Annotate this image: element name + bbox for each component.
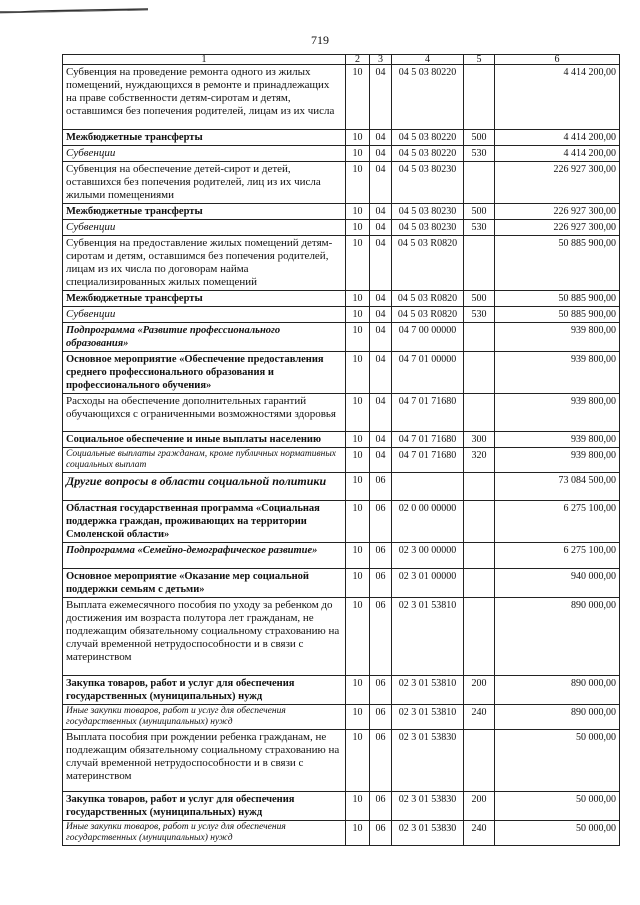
- row-section-cell: 10: [346, 432, 370, 448]
- row-subsection-cell: 04: [370, 204, 392, 220]
- row-expense-type-cell: [464, 323, 495, 352]
- row-expense-type-cell: [464, 569, 495, 598]
- row-target-code-cell: 04 5 03 80220: [392, 146, 464, 162]
- row-section-cell: 10: [346, 473, 370, 501]
- row-section-cell: 10: [346, 821, 370, 846]
- row-target-code-cell: 04 5 03 80230: [392, 220, 464, 236]
- row-subsection-cell: 06: [370, 598, 392, 676]
- row-expense-type-cell: [464, 598, 495, 676]
- row-subsection-cell: 04: [370, 394, 392, 432]
- row-name-cell: Субвенции: [63, 220, 346, 236]
- row-target-code-cell: 04 7 01 71680: [392, 394, 464, 432]
- table-row: [63, 821, 620, 846]
- row-amount-cell: 50 885 900,00: [495, 236, 620, 291]
- table-row: [63, 220, 620, 236]
- row-section-cell: 10: [346, 569, 370, 598]
- table-row: [63, 352, 620, 394]
- row-amount-cell: 939 800,00: [495, 394, 620, 432]
- row-name-cell: Иные закупки товаров, работ и услуг для обеспечения государственных (муниципальных) нужд: [63, 705, 346, 730]
- row-target-code-cell: 02 3 01 00000: [392, 569, 464, 598]
- table-row: [63, 448, 620, 473]
- row-amount-cell: 890 000,00: [495, 598, 620, 676]
- row-section-cell: 10: [346, 598, 370, 676]
- row-subsection-cell: 04: [370, 65, 392, 130]
- row-amount-cell: 226 927 300,00: [495, 162, 620, 204]
- row-expense-type-cell: [464, 473, 495, 501]
- row-amount-cell: 6 275 100,00: [495, 543, 620, 569]
- row-subsection-cell: 06: [370, 821, 392, 846]
- row-expense-type-cell: 300: [464, 432, 495, 448]
- row-amount-cell: 4 414 200,00: [495, 65, 620, 130]
- row-target-code-cell: [392, 473, 464, 501]
- row-target-code-cell: 04 7 01 71680: [392, 432, 464, 448]
- row-subsection-cell: 06: [370, 792, 392, 821]
- row-name-cell: Межбюджетные трансферты: [63, 204, 346, 220]
- row-amount-cell: 940 000,00: [495, 569, 620, 598]
- row-expense-type-cell: [464, 236, 495, 291]
- row-name-cell: Основное мероприятие «Оказание мер социальной поддержки семьям с детьми»: [63, 569, 346, 598]
- row-expense-type-cell: 500: [464, 130, 495, 146]
- row-amount-cell: 890 000,00: [495, 705, 620, 730]
- table-row: [63, 291, 620, 307]
- row-subsection-cell: 04: [370, 307, 392, 323]
- row-name-cell: Закупка товаров, работ и услуг для обеспечения государственных (муниципальных) нужд: [63, 676, 346, 705]
- table-row: [63, 792, 620, 821]
- row-section-cell: 10: [346, 730, 370, 792]
- row-name-cell: Закупка товаров, работ и услуг для обеспечения государственных (муниципальных) нужд: [63, 792, 346, 821]
- row-target-code-cell: 04 5 03 R0820: [392, 291, 464, 307]
- row-expense-type-cell: 500: [464, 204, 495, 220]
- table-row: [63, 676, 620, 705]
- row-name-cell: Субвенция на предоставление жилых помещений детям-сиротам и детям, оставшимся без попечения родителей, лицам из их числа по договорам найма специализированных жилых помещений: [63, 236, 346, 291]
- row-expense-type-cell: [464, 162, 495, 204]
- row-target-code-cell: 04 7 01 00000: [392, 352, 464, 394]
- row-section-cell: 10: [346, 394, 370, 432]
- row-amount-cell: 890 000,00: [495, 676, 620, 705]
- header-col-1: 1: [63, 55, 346, 65]
- row-subsection-cell: 04: [370, 162, 392, 204]
- row-target-code-cell: 04 5 03 R0820: [392, 236, 464, 291]
- row-name-cell: Расходы на обеспечение дополнительных гарантий обучающихся с ограниченными возможностями здоровья: [63, 394, 346, 432]
- row-subsection-cell: 04: [370, 130, 392, 146]
- table-row: [63, 730, 620, 792]
- row-subsection-cell: 06: [370, 473, 392, 501]
- table-header-row: [63, 55, 620, 65]
- row-name-cell: Субвенции: [63, 146, 346, 162]
- row-subsection-cell: 06: [370, 569, 392, 598]
- row-subsection-cell: 04: [370, 432, 392, 448]
- row-section-cell: 10: [346, 291, 370, 307]
- budget-table: [62, 54, 620, 846]
- table-row: [63, 569, 620, 598]
- table-row: [63, 130, 620, 146]
- row-subsection-cell: 04: [370, 236, 392, 291]
- row-amount-cell: 4 414 200,00: [495, 130, 620, 146]
- row-expense-type-cell: 500: [464, 291, 495, 307]
- row-subsection-cell: 06: [370, 501, 392, 543]
- table-row: [63, 65, 620, 130]
- table-row: [63, 705, 620, 730]
- row-name-cell: Субвенция на проведение ремонта одного из жилых помещений, нуждающихся в ремонте и принадлежащих на праве собственности детям-сиротам и детям, оставшимся без попечения родителей, лицам из их числа: [63, 65, 346, 130]
- row-section-cell: 10: [346, 204, 370, 220]
- row-name-cell: Подпрограмма «Развитие профессионального образования»: [63, 323, 346, 352]
- row-subsection-cell: 06: [370, 730, 392, 792]
- row-amount-cell: 6 275 100,00: [495, 501, 620, 543]
- row-target-code-cell: 04 7 01 71680: [392, 448, 464, 473]
- row-subsection-cell: 04: [370, 352, 392, 394]
- row-name-cell: Межбюджетные трансферты: [63, 291, 346, 307]
- row-target-code-cell: 04 5 03 R0820: [392, 307, 464, 323]
- scan-corner-mark: [0, 0, 150, 14]
- table-row: [63, 394, 620, 432]
- row-name-cell: Выплата ежемесячного пособия по уходу за ребенком до достижения им возраста полутора лет гражданам, не подлежащим обязательному социальному страхованию на случай временной нетрудоспособности и в связи с материнством: [63, 598, 346, 676]
- row-section-cell: 10: [346, 501, 370, 543]
- row-section-cell: 10: [346, 543, 370, 569]
- row-name-cell: Другие вопросы в области социальной политики: [63, 473, 346, 501]
- row-name-cell: Областная государственная программа «Социальная поддержка граждан, проживающих на территории Смоленской области»: [63, 501, 346, 543]
- row-expense-type-cell: [464, 65, 495, 130]
- table-row: [63, 323, 620, 352]
- row-expense-type-cell: 530: [464, 146, 495, 162]
- row-expense-type-cell: [464, 543, 495, 569]
- row-expense-type-cell: 240: [464, 821, 495, 846]
- row-section-cell: 10: [346, 146, 370, 162]
- row-name-cell: Иные закупки товаров, работ и услуг для обеспечения государственных (муниципальных) нужд: [63, 821, 346, 846]
- row-amount-cell: 939 800,00: [495, 432, 620, 448]
- row-subsection-cell: 04: [370, 448, 392, 473]
- row-subsection-cell: 06: [370, 705, 392, 730]
- row-section-cell: 10: [346, 307, 370, 323]
- row-section-cell: 10: [346, 792, 370, 821]
- row-expense-type-cell: 320: [464, 448, 495, 473]
- row-section-cell: 10: [346, 130, 370, 146]
- row-subsection-cell: 06: [370, 676, 392, 705]
- row-amount-cell: 939 800,00: [495, 323, 620, 352]
- header-col-6: 6: [495, 55, 620, 65]
- row-amount-cell: 226 927 300,00: [495, 220, 620, 236]
- row-target-code-cell: 04 5 03 80220: [392, 130, 464, 146]
- row-name-cell: Социальные выплаты гражданам, кроме публичных нормативных социальных выплат: [63, 448, 346, 473]
- row-section-cell: 10: [346, 220, 370, 236]
- table-row: [63, 543, 620, 569]
- row-name-cell: Субвенция на обеспечение детей-сирот и детей, оставшихся без попечения родителей, лиц из их числа жилыми помещениями: [63, 162, 346, 204]
- row-section-cell: 10: [346, 323, 370, 352]
- row-amount-cell: 50 000,00: [495, 821, 620, 846]
- table-row: [63, 162, 620, 204]
- row-section-cell: 10: [346, 705, 370, 730]
- row-subsection-cell: 04: [370, 323, 392, 352]
- row-subsection-cell: 04: [370, 146, 392, 162]
- row-target-code-cell: 02 3 01 53830: [392, 730, 464, 792]
- row-amount-cell: 226 927 300,00: [495, 204, 620, 220]
- row-expense-type-cell: 530: [464, 220, 495, 236]
- row-section-cell: 10: [346, 448, 370, 473]
- row-expense-type-cell: 240: [464, 705, 495, 730]
- header-col-5: 5: [464, 55, 495, 65]
- row-expense-type-cell: 200: [464, 792, 495, 821]
- row-name-cell: Социальное обеспечение и иные выплаты населению: [63, 432, 346, 448]
- row-section-cell: 10: [346, 65, 370, 130]
- row-name-cell: Подпрограмма «Семейно-демографическое развитие»: [63, 543, 346, 569]
- header-col-2: 2: [346, 55, 370, 65]
- row-target-code-cell: 04 5 03 80220: [392, 65, 464, 130]
- row-target-code-cell: 02 3 01 53830: [392, 792, 464, 821]
- row-amount-cell: 939 800,00: [495, 448, 620, 473]
- row-section-cell: 10: [346, 676, 370, 705]
- row-name-cell: Субвенции: [63, 307, 346, 323]
- row-subsection-cell: 04: [370, 220, 392, 236]
- row-section-cell: 10: [346, 352, 370, 394]
- row-subsection-cell: 06: [370, 543, 392, 569]
- row-amount-cell: 4 414 200,00: [495, 146, 620, 162]
- row-amount-cell: 50 000,00: [495, 730, 620, 792]
- row-amount-cell: 50 885 900,00: [495, 291, 620, 307]
- row-name-cell: Основное мероприятие «Обеспечение предоставления среднего профессионального образования и профессионального обучения»: [63, 352, 346, 394]
- row-target-code-cell: 04 5 03 80230: [392, 162, 464, 204]
- row-name-cell: Межбюджетные трансферты: [63, 130, 346, 146]
- row-expense-type-cell: [464, 501, 495, 543]
- row-amount-cell: 50 885 900,00: [495, 307, 620, 323]
- row-target-code-cell: 02 3 01 53810: [392, 598, 464, 676]
- table-row: [63, 236, 620, 291]
- row-target-code-cell: 04 7 00 00000: [392, 323, 464, 352]
- row-target-code-cell: 02 0 00 00000: [392, 501, 464, 543]
- header-col-4: 4: [392, 55, 464, 65]
- row-expense-type-cell: 530: [464, 307, 495, 323]
- row-expense-type-cell: [464, 394, 495, 432]
- row-subsection-cell: 04: [370, 291, 392, 307]
- row-section-cell: 10: [346, 162, 370, 204]
- table-row: [63, 307, 620, 323]
- table-row: [63, 432, 620, 448]
- row-target-code-cell: 04 5 03 80230: [392, 204, 464, 220]
- row-section-cell: 10: [346, 236, 370, 291]
- row-amount-cell: 939 800,00: [495, 352, 620, 394]
- row-amount-cell: 73 084 500,00: [495, 473, 620, 501]
- table-row: [63, 598, 620, 676]
- row-amount-cell: 50 000,00: [495, 792, 620, 821]
- row-target-code-cell: 02 3 01 53810: [392, 676, 464, 705]
- table-row: [63, 473, 620, 501]
- table-row: [63, 146, 620, 162]
- row-expense-type-cell: [464, 730, 495, 792]
- table-row: [63, 501, 620, 543]
- row-name-cell: Выплата пособия при рождении ребенка гражданам, не подлежащим обязательному социальному страхованию на случай временной нетрудоспособности и в связи с материнством: [63, 730, 346, 792]
- row-target-code-cell: 02 3 01 53810: [392, 705, 464, 730]
- page-number: 719: [311, 33, 329, 47]
- table-row: [63, 204, 620, 220]
- header-col-3: 3: [370, 55, 392, 65]
- row-target-code-cell: 02 3 01 53830: [392, 821, 464, 846]
- row-expense-type-cell: 200: [464, 676, 495, 705]
- row-expense-type-cell: [464, 352, 495, 394]
- row-target-code-cell: 02 3 00 00000: [392, 543, 464, 569]
